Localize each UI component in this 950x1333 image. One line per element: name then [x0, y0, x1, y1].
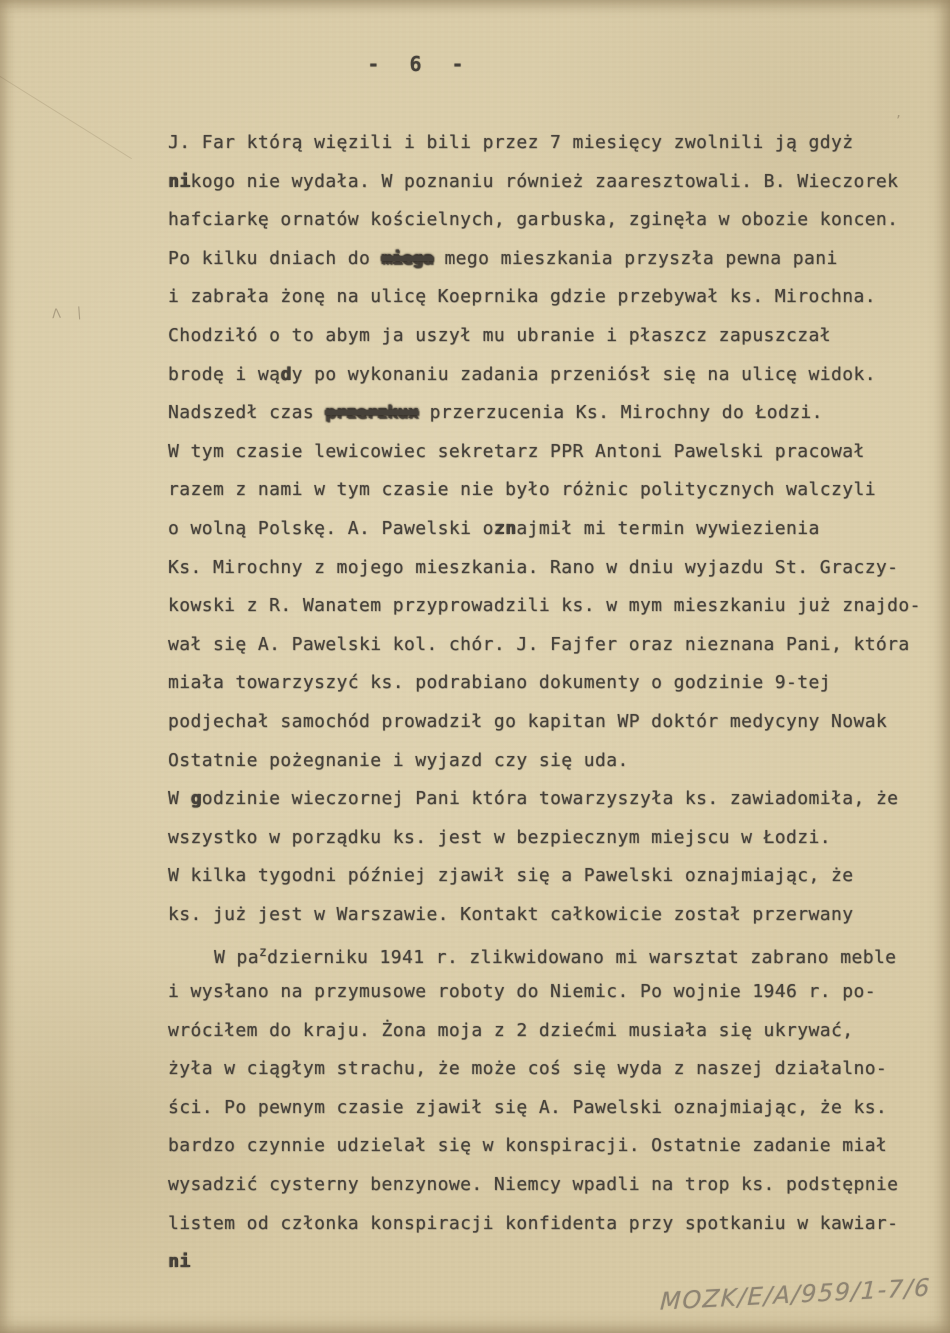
text-segment: W [168, 788, 191, 810]
document-line [168, 896, 938, 935]
text-segment: Ks. Mirochny z mojego mieszkania. Rano w dniu wyjazdu St. Graczy- [168, 556, 899, 578]
text-segment: wysadzić cysterny benzynowe. Niemcy wpadli na trop ks. podstępnie [168, 1174, 899, 1196]
document-line [168, 201, 938, 240]
text-segment: odzinie wieczornej Pani która towarzyszyła ks. zawiadomiła, że [201, 788, 899, 810]
document-line [168, 1243, 938, 1282]
text-segment: ści. Po pewnym czasie zjawił się A. Pawelski oznajmiając, że ks. [168, 1096, 888, 1118]
document-line [168, 1166, 938, 1205]
document-line [168, 317, 938, 356]
page-number: - 6 - [367, 52, 473, 76]
text-segment: wszystko w porządku ks. jest w bezpiecznym miejscu w Łodzi. [168, 826, 831, 848]
text-segment: W pa [214, 947, 259, 969]
document-line [168, 1012, 938, 1051]
text-segment: Chodziłó o to abym ja uszył mu ubranie i płaszcz zapuszczał [168, 324, 831, 346]
text-segment: listem od członka konspiracji konfidenta przy spotkaniu w kawiar- [168, 1212, 899, 1234]
text-segment: hafciarkę ornatów kościelnych, garbuska, zginęła w obozie koncen. [168, 209, 899, 231]
document-line [168, 703, 938, 742]
text-segment: Po kilku dniach do [168, 247, 382, 269]
text-segment: kowski z R. Wanatem przyprowadzili ks. w mym mieszkaniu już znajdo- [168, 595, 921, 617]
text-segment: d [280, 363, 292, 385]
text-segment: W kilka tygodni później zjawił się a Pawelski oznajmiając, że [168, 865, 854, 887]
struck-out-word: przerzkux [325, 402, 419, 424]
text-segment: zn [493, 517, 517, 539]
text-segment: ni [168, 1251, 191, 1273]
text-segment: ks. już jest w Warszawie. Kontakt całkowicie został przerwany [168, 903, 854, 925]
document-line [168, 240, 938, 279]
document-line [168, 510, 938, 549]
text-segment: przerzucenia Ks. Mirochny do Łodzi. [418, 402, 823, 424]
struck-out-word: miega [381, 247, 434, 269]
document-line [168, 742, 938, 781]
archival-reference-handwriting: MOZK/E/A/959/1-7/6 [659, 1273, 932, 1316]
text-segment: J. Far którą więzili i bili przez 7 miesięcy zwolnili ją gdyż [168, 132, 854, 153]
document-line [168, 163, 938, 202]
text-segment: podjechał samochód prowadził go kapitan WP doktór medycyny Nowak [168, 710, 888, 732]
text-segment: ni [168, 170, 191, 192]
text-segment: z [258, 945, 268, 961]
text-segment: g [190, 788, 202, 810]
text-segment: miała towarzyszyć ks. podrabiano dokumenty o godzinie 9-tej [168, 672, 831, 694]
text-segment: dzierniku 1941 r. zlikwidowano mi warsztat zabrano meble [267, 947, 897, 969]
document-line [168, 626, 938, 665]
text-segment: o wolną Polskę. A. Pawelski o [168, 517, 494, 539]
document-line [168, 549, 938, 588]
document-line [168, 934, 938, 973]
text-segment: y po wykonaniu zadania przeniósł się na ulicę widok. [291, 363, 876, 385]
text-segment: bardzo czynnie udzielał się w konspiracji. Ostatnie zadanie miał [168, 1135, 888, 1157]
document-line [168, 857, 938, 896]
text-segment: W tym czasie lewicowiec sekretarz PPR Antoni Pawelski pracował [168, 440, 865, 462]
document-line [168, 394, 938, 433]
text-segment: Nadszedł czas [168, 402, 326, 424]
text-segment: wróciłem do kraju. Żona moja z 2 dziećmi musiała się ukrywać, [168, 1019, 854, 1041]
pencil-stray-tick: ’ [896, 112, 907, 130]
text-segment: i wysłano na przymusowe roboty do Niemic. Po wojnie 1946 r. po- [168, 981, 876, 1003]
document-text [168, 124, 938, 1282]
document-line [168, 1050, 938, 1089]
text-segment: Ostatnie pożegnanie i wyjazd czy się uda. [168, 749, 629, 771]
document-line [168, 973, 938, 1012]
document-line [168, 1127, 938, 1166]
paper-crease [0, 0, 195, 159]
document-line [168, 664, 938, 703]
text-segment: i zabrała żonę na ulicę Koeprnika gdzie przebywał ks. Mirochna. [168, 286, 876, 308]
text-segment: ajmił mi termin wywiezienia [516, 517, 820, 539]
document-line [168, 356, 938, 395]
document-line [168, 278, 938, 317]
document-line [168, 819, 938, 858]
document-line [168, 124, 938, 163]
text-segment: kogo nie wydała. W poznaniu również zaaresztowali. B. Wieczorek [190, 170, 899, 192]
text-segment: brodę i wą [168, 363, 281, 385]
document-line [168, 780, 938, 819]
document-line [168, 1089, 938, 1128]
text-segment: żyła w ciągłym strachu, że może coś się wyda z naszej działalno- [168, 1058, 888, 1080]
document-line [168, 1205, 938, 1244]
text-segment: mego mieszkania przyszła pewna pani [433, 247, 838, 269]
document-line [168, 433, 938, 472]
pencil-stray-mark: Λ | [51, 304, 88, 323]
text-segment: wał się A. Pawelski kol. chór. J. Fajfer oraz nieznana Pani, która [168, 633, 910, 655]
document-line [168, 471, 938, 510]
document-line [168, 587, 938, 626]
text-segment: razem z nami w tym czasie nie było różnic politycznych walczyli [168, 479, 876, 501]
